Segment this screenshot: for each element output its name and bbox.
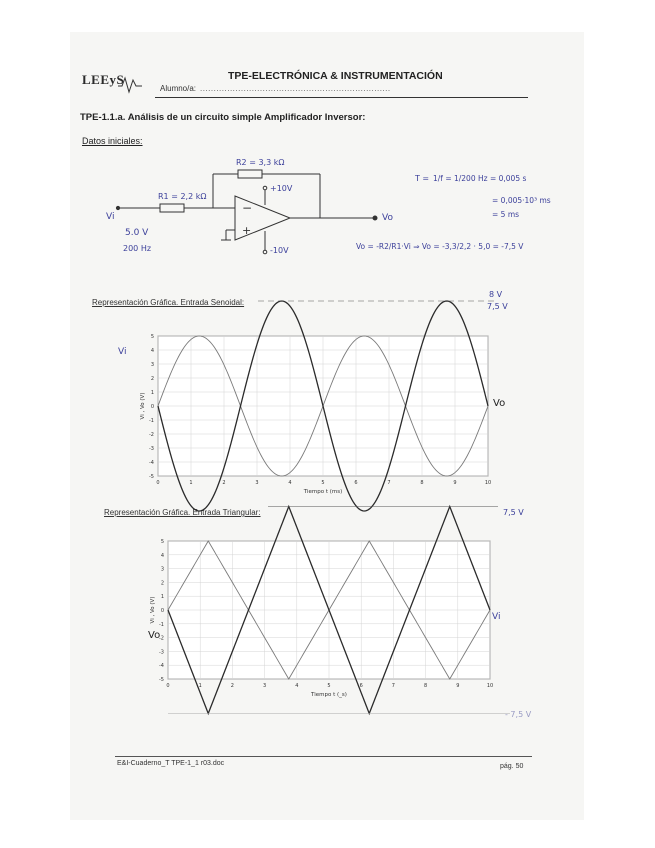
chart2-xtick-label: 8: [424, 683, 428, 689]
chart2-ylabel: Vi , Vo (V): [150, 596, 156, 624]
chart1-ytick-label: 4: [150, 348, 154, 354]
period-label: T =: [415, 174, 430, 183]
chart2-title: Representación Gráfica. Entrada Triangular:: [104, 508, 261, 517]
chart2-ytick-label: -3: [159, 649, 164, 656]
chart2-neg-75v: - 7,5 V: [505, 710, 532, 719]
chart2-xtick-label: 3: [263, 683, 267, 689]
frequency-label: 200 Hz: [123, 244, 152, 253]
chart1-ytick-label: 5: [150, 334, 154, 340]
chart1-ytick-label: -3: [149, 446, 154, 452]
chart1-ylabel: Vi , Vo (V): [140, 392, 146, 420]
vo-label: Vo: [382, 213, 393, 223]
chart1-ytick-label: -4: [149, 460, 154, 466]
chart2-xtick-label: 10: [486, 683, 494, 689]
footer-page-number: pág. 50: [500, 763, 524, 770]
chart1-ytick-label: 1: [150, 390, 154, 396]
vminus-label: -10V: [270, 246, 289, 255]
chart2-xtick-label: 1: [198, 683, 202, 689]
chart1-peak-8v: 8 V: [489, 290, 503, 299]
chart2-ytick-label: -2: [159, 635, 164, 642]
period-result: = 5 ms: [492, 210, 520, 219]
period-ms: = 0,005·10³ ms: [492, 196, 551, 205]
r1-label: R1 = 2,2 kΩ: [158, 192, 207, 201]
chart1-ytick-label: -5: [149, 474, 154, 480]
chart1-ytick-label: -2: [149, 432, 154, 438]
chart1-xtick-label: 4: [288, 480, 292, 486]
chart1-plot: [140, 301, 496, 511]
chart2-xtick-label: 9: [456, 683, 460, 689]
chart2-ytick-label: 1: [160, 594, 164, 601]
chart2-ytick-label: 3: [160, 566, 164, 573]
chart1-xtick-label: 8: [420, 480, 424, 486]
chart1-peak-75v: 7,5 V: [487, 302, 508, 311]
chart2-vo-label: Vo: [148, 630, 161, 641]
chart1-xtick-label: 6: [354, 480, 358, 486]
chart1-xtick-label: 10: [484, 480, 492, 486]
chart1-title: Representación Gráfica. Entrada Senoidal:: [92, 298, 245, 307]
chart1-ytick-label: 3: [150, 362, 154, 368]
chart1-xtick-label: 1: [189, 480, 193, 486]
footer-rule: [115, 756, 532, 757]
period-equation: 1/f = 1/200 Hz = 0,005 s: [433, 174, 527, 183]
chart1-xtick-label: 5: [321, 480, 325, 486]
chart2-xtick-label: 2: [230, 683, 234, 689]
chart2-xlabel: Tiempo t (_s): [311, 692, 347, 698]
leeys-logo: LEEyS: [82, 72, 125, 87]
datos-label: Datos iniciales:: [82, 136, 143, 146]
chart2-peak-75v: 7,5 V: [503, 508, 524, 517]
chart1-vo-label: Vo: [493, 398, 506, 409]
chart1-xtick-label: 7: [387, 480, 391, 486]
chart2-plot: [150, 507, 510, 714]
svg-text:−: −: [242, 201, 253, 215]
chart2-ytick-label: -4: [159, 663, 164, 670]
chart2-xtick-label: 4: [295, 683, 299, 689]
vplus-label: +10V: [270, 184, 293, 193]
chart1-vi-label: Vi: [118, 347, 127, 357]
chart2-ytick-label: -5: [159, 677, 164, 683]
footer-doc-name: E&I-Cuaderno_T TPE-1_1 r03.doc: [117, 760, 225, 767]
alumno-label: Alumno/a:: [160, 84, 197, 93]
chart1-xtick-label: 0: [156, 480, 160, 486]
chart2-ytick-label: -1: [159, 621, 164, 628]
chart1-xlabel: Tiempo t (ms): [303, 489, 343, 495]
chart2-xtick-label: 0: [166, 683, 170, 689]
chart1-ytick-label: 0: [150, 404, 154, 410]
chart1-ytick-label: 2: [150, 376, 154, 382]
chart2-ytick-label: 2: [160, 580, 164, 587]
r2-label: R2 = 3,3 kΩ: [236, 158, 285, 167]
alumno-dotted-line: ......................................................................: [200, 84, 391, 93]
section-title: TPE-1.1.a. Análisis de un circuito simple Amplificador Inversor:: [80, 112, 366, 123]
amplitude-label: 5.0 V: [125, 228, 149, 238]
svg-text:+: +: [242, 224, 252, 237]
document-title: TPE-ELECTRÓNICA & INSTRUMENTACIÓN: [228, 70, 443, 82]
chart2-xtick-label: 6: [359, 683, 363, 689]
gain-equation: Vo = -R2/R1·Vi ⇒ Vo = -3,3/2,2 · 5,0 = -7,5 V: [356, 242, 524, 251]
vi-label: Vi: [106, 212, 115, 222]
chart1-xtick-label: 9: [453, 480, 457, 486]
chart2-ytick-label: 5: [160, 539, 164, 545]
chart2-xtick-label: 5: [327, 683, 331, 689]
chart1-xtick-label: 3: [255, 480, 259, 486]
chart2-vi-label: Vi: [492, 612, 501, 622]
chart2-ytick-label: 0: [160, 608, 164, 614]
chart2-ytick-label: 4: [160, 552, 164, 559]
chart2-xtick-label: 7: [391, 683, 395, 689]
chart1-ytick-label: -1: [149, 418, 154, 424]
chart1-xtick-label: 2: [222, 480, 226, 486]
